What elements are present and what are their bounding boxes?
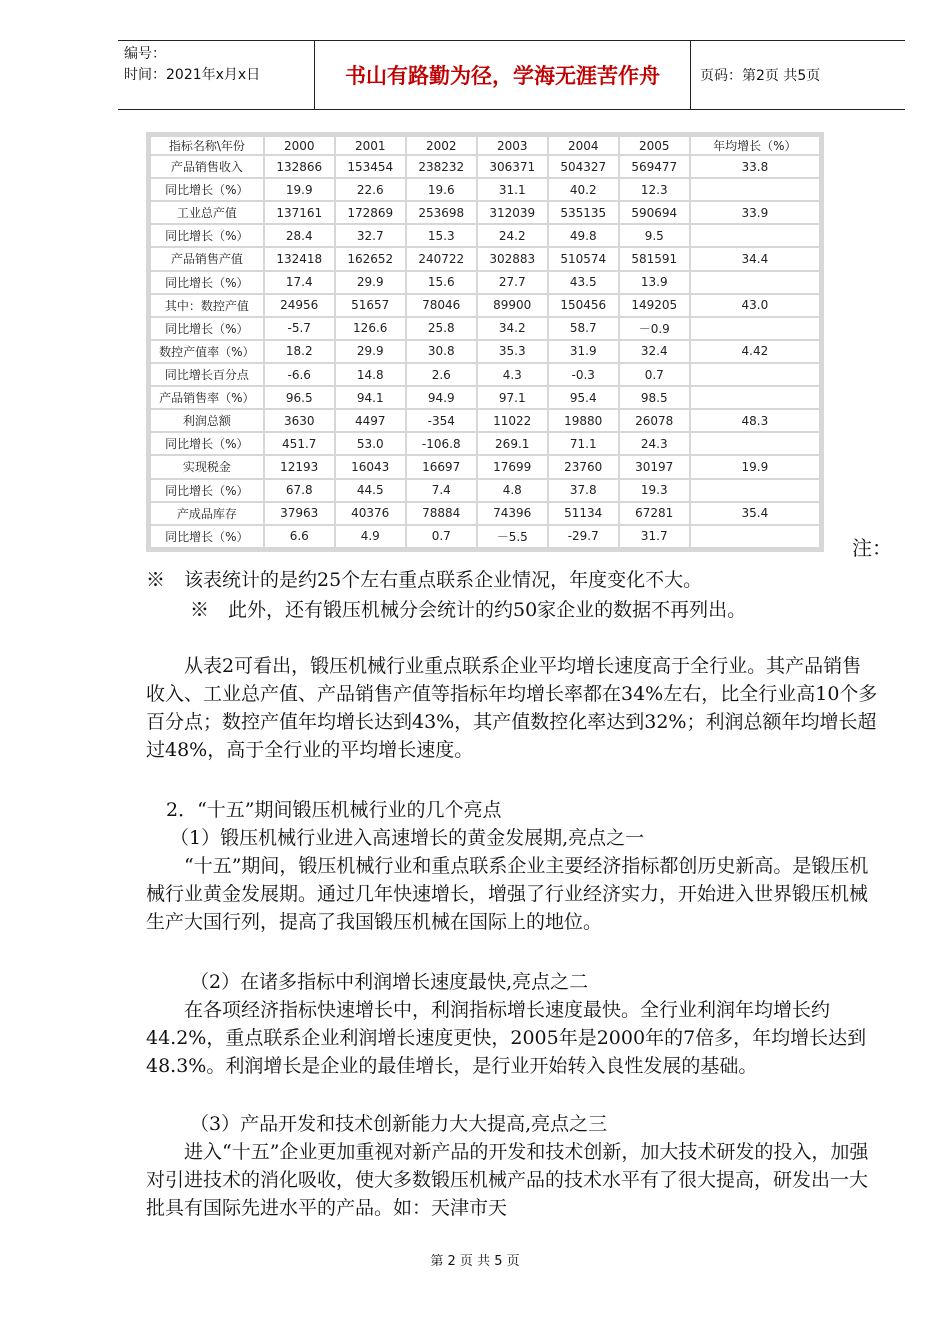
table-cell: 35.3 — [478, 341, 547, 362]
table-cell: 19880 — [549, 410, 618, 431]
table-cell: 33.9 — [691, 202, 819, 223]
table-cell — [691, 364, 819, 385]
column-header: 指标名称\年份 — [151, 137, 263, 154]
row-label: 同比增长（%） — [151, 225, 263, 246]
table-cell: 27.7 — [478, 272, 547, 293]
table-cell: 240722 — [407, 248, 476, 269]
table-cell: 71.1 — [549, 433, 618, 454]
table-cell: 535135 — [549, 202, 618, 223]
subheading-1: （1）锻压机械行业进入高速增长的黄金发展期,亮点之一 — [170, 827, 645, 849]
table-cell: 13.9 — [620, 272, 689, 293]
table-cell: 12.3 — [620, 179, 689, 200]
table-cell — [691, 179, 819, 200]
table-cell: -0.3 — [549, 364, 618, 385]
table-cell: 269.1 — [478, 433, 547, 454]
table-cell: 31.1 — [478, 179, 547, 200]
table-cell — [691, 387, 819, 408]
table-cell: 34.2 — [478, 318, 547, 339]
table-cell: 4497 — [336, 410, 405, 431]
table-cell — [691, 318, 819, 339]
table-cell: －0.9 — [620, 318, 689, 339]
column-header: 2001 — [336, 137, 405, 154]
table-cell: -354 — [407, 410, 476, 431]
table-cell: 4.8 — [478, 480, 547, 501]
table-cell — [691, 225, 819, 246]
paragraph-3: 在各项经济指标快速增长中，利润指标增长速度最快。全行业利润年均增长约44.2%，重点联系企业利润增长速度更快，2005年是2000年的7倍多，年均增长达到48.3%。利润增长是企业的最佳增长，是行业开始转入良性发展的基础。 — [146, 999, 867, 1077]
table-cell: 11022 — [478, 410, 547, 431]
table-cell: 94.9 — [407, 387, 476, 408]
table-cell: 22.6 — [336, 179, 405, 200]
row-label: 同比增长（%） — [151, 318, 263, 339]
table-cell: 7.4 — [407, 480, 476, 501]
table-cell: -106.8 — [407, 433, 476, 454]
table-cell: 137161 — [265, 202, 334, 223]
table-cell: 35.4 — [691, 503, 819, 524]
row-label: 同比增长（%） — [151, 480, 263, 501]
table-cell: -29.7 — [549, 526, 618, 547]
table-cell: 18.2 — [265, 341, 334, 362]
table-cell: 9.5 — [620, 225, 689, 246]
table-cell: 28.4 — [265, 225, 334, 246]
table-row — [151, 526, 819, 547]
section-heading-2: 2．“十五”期间锻压机械行业的几个亮点 — [166, 799, 502, 821]
table-row — [151, 480, 819, 501]
table-row — [151, 433, 819, 454]
table-cell: 40.2 — [549, 179, 618, 200]
row-label: 产品销售率（%） — [151, 387, 263, 408]
table-row — [151, 202, 819, 223]
table-cell: 2.6 — [407, 364, 476, 385]
table-row — [151, 456, 819, 477]
column-header: 2000 — [265, 137, 334, 154]
table-cell: 53.0 — [336, 433, 405, 454]
table-cell: 17699 — [478, 456, 547, 477]
note-1: ※ 该表统计的是约25个左右重点联系企业情况，年度变化不大。 — [146, 569, 703, 591]
table-cell: 19.9 — [691, 456, 819, 477]
table-cell: 32.7 — [336, 225, 405, 246]
table-cell: 51134 — [549, 503, 618, 524]
table-row — [151, 503, 819, 524]
column-header: 2003 — [478, 137, 547, 154]
paragraph-1: 从表2可看出，锻压机械行业重点联系企业平均增长速度高于全行业。其产品销售收入、工业总产值、产品销售产值等指标年均增长率都在34%左右，比全行业高10个多百分点；数控产值年均增长达到43%，其产值数控化率达到32%；利润总额年均增长超过48%，高于全行业的平均增长速度。 — [146, 655, 878, 761]
table-cell: 17.4 — [265, 272, 334, 293]
table-cell: 312039 — [478, 202, 547, 223]
table-cell: 19.3 — [620, 480, 689, 501]
table-cell: 590694 — [620, 202, 689, 223]
table-cell: -6.6 — [265, 364, 334, 385]
table-cell: 78884 — [407, 503, 476, 524]
time-label: 时间：2021年x月x日 — [124, 67, 261, 83]
table-cell: 132866 — [265, 156, 334, 177]
page-footer: 第 2 页 共 5 页 — [430, 1254, 520, 1269]
table-cell: 74396 — [478, 503, 547, 524]
row-label: 同比增长（%） — [151, 433, 263, 454]
table-cell: 149205 — [620, 295, 689, 316]
table-cell: 15.6 — [407, 272, 476, 293]
table-cell: 4.42 — [691, 341, 819, 362]
table-cell: 12193 — [265, 456, 334, 477]
table-cell: 34.4 — [691, 248, 819, 269]
table-cell: 97.1 — [478, 387, 547, 408]
table-cell: 26078 — [620, 410, 689, 431]
table-cell: 43.5 — [549, 272, 618, 293]
table-cell: 24956 — [265, 295, 334, 316]
row-label: 实现税金 — [151, 456, 263, 477]
header-motto: 书山有路勤为径，学海无涯苦作舟 — [315, 41, 691, 109]
table-cell: 31.9 — [549, 341, 618, 362]
table-cell: 49.8 — [549, 225, 618, 246]
table-cell: 43.0 — [691, 295, 819, 316]
table-row — [151, 364, 819, 385]
row-label: 产品销售收入 — [151, 156, 263, 177]
table-cell: 6.6 — [265, 526, 334, 547]
table-cell: 238232 — [407, 156, 476, 177]
table-cell: 95.4 — [549, 387, 618, 408]
table-cell: 23760 — [549, 456, 618, 477]
table-cell: 30.8 — [407, 341, 476, 362]
table-cell: 162652 — [336, 248, 405, 269]
table-cell: 89900 — [478, 295, 547, 316]
table-cell: 504327 — [549, 156, 618, 177]
table-cell: 510574 — [549, 248, 618, 269]
row-label: 工业总产值 — [151, 202, 263, 223]
table-cell: 16697 — [407, 456, 476, 477]
paragraph-4: 进入“十五”企业更加重视对新产品的开发和技术创新，加大技术研发的投入，加强对引进技术的消化吸收，使大多数锻压机械产品的技术水平有了很大提高，研发出一大批具有国际先进水平的产品。如：天津市天 — [146, 1141, 869, 1219]
table-row — [151, 179, 819, 200]
table-row — [151, 387, 819, 408]
table-cell: 150456 — [549, 295, 618, 316]
table-cell: 25.8 — [407, 318, 476, 339]
table-cell: 40376 — [336, 503, 405, 524]
table-cell: 4.9 — [336, 526, 405, 547]
row-label: 同比增长百分点 — [151, 364, 263, 385]
table-cell: 29.9 — [336, 272, 405, 293]
table-cell — [691, 433, 819, 454]
table-row — [151, 272, 819, 293]
row-label: 产成品库存 — [151, 503, 263, 524]
table-cell: 4.3 — [478, 364, 547, 385]
table-cell: 19.6 — [407, 179, 476, 200]
row-label: 同比增长（%） — [151, 179, 263, 200]
table-cell: 253698 — [407, 202, 476, 223]
table-cell: 78046 — [407, 295, 476, 316]
row-label: 其中：数控产值 — [151, 295, 263, 316]
table-cell: 24.2 — [478, 225, 547, 246]
column-header: 2005 — [620, 137, 689, 154]
table-cell — [691, 272, 819, 293]
table-cell — [691, 480, 819, 501]
note-2: ※ 此外，还有锻压机械分会统计的约50家企业的数据不再列出。 — [190, 599, 747, 621]
table-cell: 172869 — [336, 202, 405, 223]
table-cell: 306371 — [478, 156, 547, 177]
table-cell: 37963 — [265, 503, 334, 524]
table-row — [151, 410, 819, 431]
table-cell: 451.7 — [265, 433, 334, 454]
column-header: 2002 — [407, 137, 476, 154]
table-header-row — [151, 137, 819, 154]
row-label: 产品销售产值 — [151, 248, 263, 269]
column-header: 2004 — [549, 137, 618, 154]
row-label: 数控产值率（%） — [151, 341, 263, 362]
table-cell: 126.6 — [336, 318, 405, 339]
table-cell: 58.7 — [549, 318, 618, 339]
table-cell — [691, 526, 819, 547]
table-cell: 581591 — [620, 248, 689, 269]
table-cell: 31.7 — [620, 526, 689, 547]
table-cell: 0.7 — [407, 526, 476, 547]
note-label: 注： — [852, 536, 892, 560]
table-row — [151, 225, 819, 246]
number-label: 编号： — [124, 46, 166, 62]
table-cell: 44.5 — [336, 480, 405, 501]
table-cell: 67281 — [620, 503, 689, 524]
row-label: 利润总额 — [151, 410, 263, 431]
table-cell: 132418 — [265, 248, 334, 269]
table-cell: 15.3 — [407, 225, 476, 246]
table-cell: 32.4 — [620, 341, 689, 362]
subheading-3: （3）产品开发和技术创新能力大大提高,亮点之三 — [190, 1113, 608, 1135]
table-cell: 98.5 — [620, 387, 689, 408]
table-cell: 37.8 — [549, 480, 618, 501]
table-cell: 96.5 — [265, 387, 334, 408]
row-label: 同比增长（%） — [151, 272, 263, 293]
table-cell: 24.3 — [620, 433, 689, 454]
table-cell: 51657 — [336, 295, 405, 316]
subheading-2: （2）在诸多指标中利润增长速度最快,亮点之二 — [190, 971, 589, 993]
table-cell: 16043 — [336, 456, 405, 477]
table-row — [151, 248, 819, 269]
table-cell: 153454 — [336, 156, 405, 177]
page-header — [118, 40, 905, 110]
table-cell: 29.9 — [336, 341, 405, 362]
table-cell: 569477 — [620, 156, 689, 177]
statistics-table — [146, 132, 824, 552]
header-page-label: 页码：第2页 共5页 — [700, 68, 821, 84]
table-cell: －5.5 — [478, 526, 547, 547]
table-row — [151, 341, 819, 362]
table-cell: -5.7 — [265, 318, 334, 339]
paragraph-2: “十五”期间，锻压机械行业和重点联系企业主要经济指标都创历史新高。是锻压机械行业黄金发展期。通过几年快速增长，增强了行业经济实力，开始进入世界锻压机械生产大国行列，提高了我国锻压机械在国际上的地位。 — [146, 855, 869, 933]
table-cell: 14.8 — [336, 364, 405, 385]
header-meta — [118, 41, 315, 109]
table-cell: 30197 — [620, 456, 689, 477]
column-header: 年均增长（%） — [691, 137, 819, 154]
table-row — [151, 318, 819, 339]
table-cell: 48.3 — [691, 410, 819, 431]
data-table — [149, 135, 821, 549]
table-cell: 302883 — [478, 248, 547, 269]
table-cell: 94.1 — [336, 387, 405, 408]
table-cell: 33.8 — [691, 156, 819, 177]
table-cell: 19.9 — [265, 179, 334, 200]
table-cell: 0.7 — [620, 364, 689, 385]
table-row — [151, 156, 819, 177]
table-row — [151, 295, 819, 316]
table-cell: 3630 — [265, 410, 334, 431]
row-label: 同比增长（%） — [151, 526, 263, 547]
table-cell: 67.8 — [265, 480, 334, 501]
